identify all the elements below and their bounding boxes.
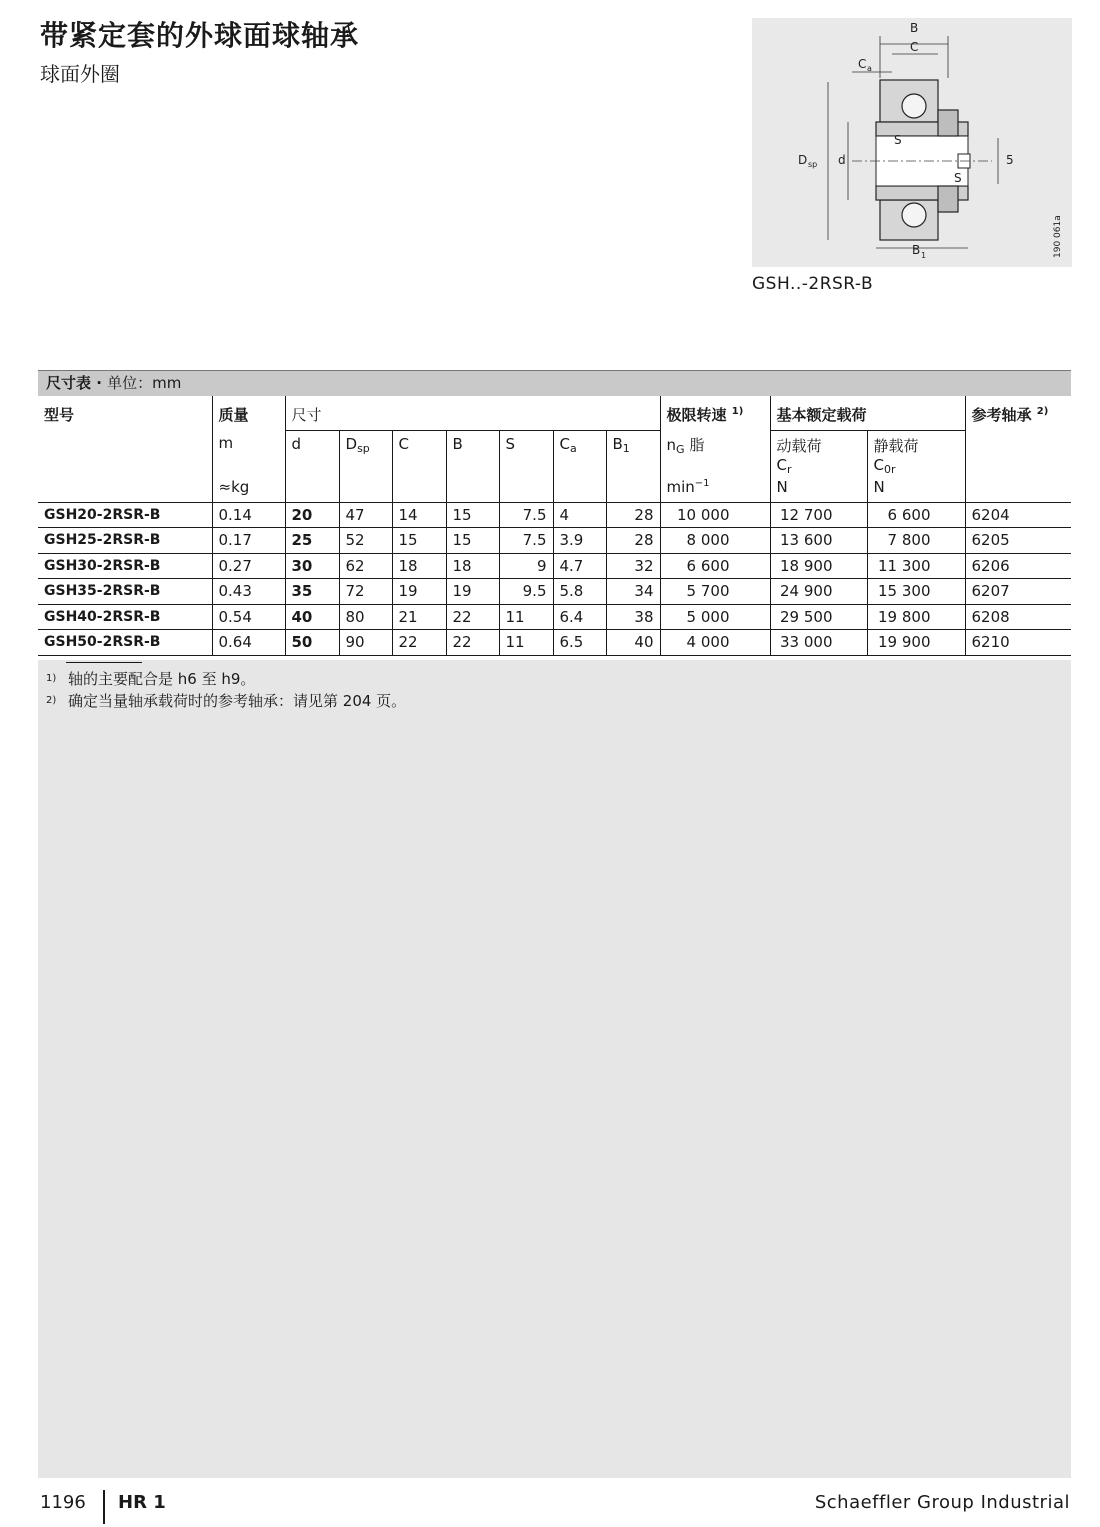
header-B1: $B_1$ bbox=[606, 430, 660, 478]
footnote-rule bbox=[66, 662, 142, 663]
bearing-drawing bbox=[752, 18, 1072, 267]
table-row bbox=[38, 528, 1071, 554]
header-stat-unit: N bbox=[867, 478, 965, 502]
cell-ref: 6207 bbox=[965, 579, 1071, 605]
cell-C0r: 15 300 bbox=[867, 579, 965, 605]
figure-ref-code: 190 061a bbox=[1053, 215, 1063, 258]
label-B1-sub: 1 bbox=[921, 251, 927, 260]
document-code: HR 1 bbox=[118, 1492, 166, 1513]
figure-caption: GSH..-2RSR-B bbox=[752, 274, 874, 294]
cell-Cr: 18 900 bbox=[770, 553, 867, 579]
cell-Ca: 6.4 bbox=[553, 604, 606, 630]
grey-panel bbox=[38, 660, 1071, 1478]
footnote-text: 确定当量轴承载荷时的参考轴承：请见第 204 页。 bbox=[68, 692, 407, 710]
cell-d: 25 bbox=[285, 528, 339, 554]
header-dyn: 动载荷 $C_r$ bbox=[770, 430, 867, 478]
cell-ref: 6205 bbox=[965, 528, 1071, 554]
cell-m: 0.27 bbox=[212, 553, 285, 579]
cell-C: 18 bbox=[392, 553, 446, 579]
cell-m: 0.14 bbox=[212, 502, 285, 528]
header-dyn-unit: N bbox=[770, 478, 867, 502]
footnote-mark: 1) bbox=[46, 673, 57, 684]
header-B: B bbox=[446, 430, 499, 478]
cell-S: 9 bbox=[499, 553, 553, 579]
cell-Cr: 12 700 bbox=[770, 502, 867, 528]
cell-m: 0.17 bbox=[212, 528, 285, 554]
table-band bbox=[38, 370, 1071, 396]
cell-nG: 4 000 bbox=[660, 630, 770, 656]
cell-m: 0.64 bbox=[212, 630, 285, 656]
header-dimensions: 尺寸 bbox=[285, 396, 660, 430]
cell-C: 14 bbox=[392, 502, 446, 528]
cell-B1: 40 bbox=[606, 630, 660, 656]
label-C: C bbox=[910, 40, 919, 54]
cell-d: 50 bbox=[285, 630, 339, 656]
page-number: 1196 bbox=[40, 1492, 86, 1513]
cell-B1: 28 bbox=[606, 502, 660, 528]
bearing-cross-section-svg bbox=[752, 18, 1072, 267]
label-d: d bbox=[838, 153, 846, 167]
cell-nG: 6 600 bbox=[660, 553, 770, 579]
cell-Ca: 3.9 bbox=[553, 528, 606, 554]
cell-model: GSH50-2RSR-B bbox=[38, 630, 212, 656]
cell-C0r: 19 800 bbox=[867, 604, 965, 630]
cell-Cr: 33 000 bbox=[770, 630, 867, 656]
header-S: S bbox=[499, 430, 553, 478]
label-Ca: C bbox=[858, 57, 867, 71]
label-S-right: S bbox=[954, 171, 962, 185]
brand-name: Schaeffler Group Industrial bbox=[814, 1492, 1070, 1513]
cell-nG: 8 000 bbox=[660, 528, 770, 554]
cell-Ca: 6.5 bbox=[553, 630, 606, 656]
cell-C: 21 bbox=[392, 604, 446, 630]
footer-divider bbox=[103, 1490, 105, 1524]
header-model: 型号 bbox=[44, 406, 75, 424]
header-Dsp: $D_{sp}$ bbox=[339, 430, 392, 478]
cell-B1: 38 bbox=[606, 604, 660, 630]
label-B1: B bbox=[912, 243, 921, 257]
cell-B: 19 bbox=[446, 579, 499, 605]
header-mass: 质量 bbox=[212, 396, 285, 430]
cell-C0r: 7 800 bbox=[867, 528, 965, 554]
cell-d: 20 bbox=[285, 502, 339, 528]
footnote-1 bbox=[46, 668, 406, 690]
label-Ca-sub: a bbox=[867, 64, 872, 73]
page-title: 带紧定套的外球面球轴承 bbox=[40, 19, 360, 52]
cell-S: 11 bbox=[499, 604, 553, 630]
cell-B: 15 bbox=[446, 528, 499, 554]
cell-S: 11 bbox=[499, 630, 553, 656]
cell-m: 0.43 bbox=[212, 579, 285, 605]
footnote-2 bbox=[46, 690, 406, 712]
cell-C: 15 bbox=[392, 528, 446, 554]
cell-nG: 5 700 bbox=[660, 579, 770, 605]
cell-Dsp: 47 bbox=[339, 502, 392, 528]
table-band-title: 尺寸表 · bbox=[46, 374, 102, 392]
cell-B1: 32 bbox=[606, 553, 660, 579]
cell-C0r: 19 900 bbox=[867, 630, 965, 656]
table-row bbox=[38, 630, 1071, 656]
cell-model: GSH30-2RSR-B bbox=[38, 553, 212, 579]
header-C: C bbox=[392, 430, 446, 478]
cell-nG: 10 000 bbox=[660, 502, 770, 528]
cell-B: 15 bbox=[446, 502, 499, 528]
cell-Cr: 29 500 bbox=[770, 604, 867, 630]
cell-model: GSH20-2RSR-B bbox=[38, 502, 212, 528]
label-B: B bbox=[910, 21, 919, 35]
cell-Dsp: 90 bbox=[339, 630, 392, 656]
cell-d: 30 bbox=[285, 553, 339, 579]
table-row bbox=[38, 502, 1071, 528]
header-stat: 静载荷 $C_{0r}$ bbox=[867, 430, 965, 478]
cell-B1: 34 bbox=[606, 579, 660, 605]
cell-C: 22 bbox=[392, 630, 446, 656]
dimension-table bbox=[38, 396, 1071, 656]
cell-Dsp: 72 bbox=[339, 579, 392, 605]
cell-Ca: 5.8 bbox=[553, 579, 606, 605]
cell-ref: 6204 bbox=[965, 502, 1071, 528]
cell-ref: 6210 bbox=[965, 630, 1071, 656]
cell-C0r: 11 300 bbox=[867, 553, 965, 579]
cell-Dsp: 80 bbox=[339, 604, 392, 630]
header-m: m bbox=[212, 430, 285, 478]
cell-model: GSH25-2RSR-B bbox=[38, 528, 212, 554]
page-subtitle: 球面外圈 bbox=[40, 62, 120, 86]
table-band-unit: 单位：mm bbox=[107, 374, 182, 392]
header-mass-unit: ≈kg bbox=[212, 478, 285, 502]
cell-B: 18 bbox=[446, 553, 499, 579]
cell-C0r: 6 600 bbox=[867, 502, 965, 528]
label-five: 5 bbox=[1006, 153, 1014, 167]
cell-Ca: 4 bbox=[553, 502, 606, 528]
cell-B: 22 bbox=[446, 630, 499, 656]
cell-S: 7.5 bbox=[499, 528, 553, 554]
cell-model: GSH40-2RSR-B bbox=[38, 604, 212, 630]
header-speed-unit: $\min^{-1}$ bbox=[660, 478, 770, 502]
footnote-text: 轴的主要配合是 h6 至 h9。 bbox=[68, 670, 256, 688]
cell-d: 40 bbox=[285, 604, 339, 630]
header-ref: 参考轴承 $^{2)}$ bbox=[965, 396, 1071, 430]
cell-B: 22 bbox=[446, 604, 499, 630]
footnote-mark: 2) bbox=[46, 695, 57, 706]
footnotes bbox=[46, 668, 406, 712]
table-row bbox=[38, 579, 1071, 605]
cell-ref: 6206 bbox=[965, 553, 1071, 579]
header-d: d bbox=[285, 430, 339, 478]
cell-model: GSH35-2RSR-B bbox=[38, 579, 212, 605]
header-Ca: $C_a$ bbox=[553, 430, 606, 478]
cell-Cr: 13 600 bbox=[770, 528, 867, 554]
cell-ref: 6208 bbox=[965, 604, 1071, 630]
cell-Dsp: 52 bbox=[339, 528, 392, 554]
cell-Dsp: 62 bbox=[339, 553, 392, 579]
cell-d: 35 bbox=[285, 579, 339, 605]
cell-B1: 28 bbox=[606, 528, 660, 554]
table-row bbox=[38, 604, 1071, 630]
cell-C: 19 bbox=[392, 579, 446, 605]
header-speed: 极限转速 $^{1)}$ bbox=[660, 396, 770, 430]
cell-Cr: 24 900 bbox=[770, 579, 867, 605]
cell-Ca: 4.7 bbox=[553, 553, 606, 579]
cell-S: 7.5 bbox=[499, 502, 553, 528]
header-load: 基本额定载荷 bbox=[770, 396, 965, 430]
cell-nG: 5 000 bbox=[660, 604, 770, 630]
table-row bbox=[38, 553, 1071, 579]
cell-S: 9.5 bbox=[499, 579, 553, 605]
label-Dsp-sub: sp bbox=[808, 160, 818, 169]
label-S-top: S bbox=[894, 133, 902, 147]
cell-m: 0.54 bbox=[212, 604, 285, 630]
header-nG: $n_G$ 脂 bbox=[660, 430, 770, 478]
label-Dsp: D bbox=[798, 153, 808, 167]
